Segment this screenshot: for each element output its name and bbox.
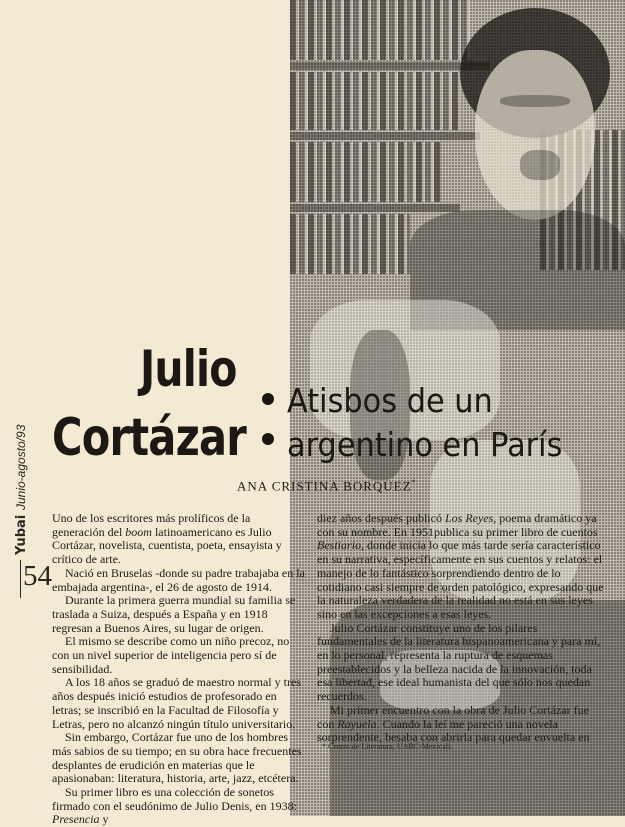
article-column-right [317, 512, 607, 745]
paragraph [52, 676, 305, 731]
paragraph [317, 622, 607, 704]
paragraph-text: El mismo se describe como un niño precoz, no con un nivel superior de inteligencia pero sí de sensibilidad. [52, 634, 290, 676]
paragraph-text: latinoamericano es Julio Cortázar, novelista, cuentista, poeta, ensayista y crítico de arte. [52, 524, 282, 567]
paragraph-text: y [99, 812, 109, 827]
paragraph [52, 512, 305, 567]
paragraph-text: . Cuando la leí me pareció una novela sorprendente, besaba con abrirla para quedar envuelta en [317, 716, 590, 745]
paragraph [317, 512, 607, 622]
paragraph-text: Uno de los escritores más prolíficos de la generación del [52, 511, 251, 539]
author-footnote-mark: * [411, 478, 417, 487]
paragraph [317, 704, 607, 745]
paragraph [52, 786, 305, 827]
italic-title: Rayuela [337, 716, 377, 731]
paragraph-text: , donde inicia lo que más tarde sería característico en su narrativa, específicamente en sus cuentos y relatos: el manejo de lo fantástico sorprendiendo dentro de lo cotidiano casi siempre de orden patológico, expresando que la naturaleza verdadera de la realidad no está en sus leyes sino en las excepciones a esas leyes. [317, 538, 604, 621]
author-byline [237, 478, 417, 494]
issue-date: Junio-agosto/93 [14, 424, 28, 510]
magazine-name: Yubai [14, 514, 29, 555]
paragraph-text: Durante la primera guerra mundial su familia se traslada a Suiza, después a España y en 1918 regresan a Buenos Aires, su lugar de origen. [52, 593, 296, 635]
paragraph-text: Nació en Bruselas -donde su padre trabajaba en la embajada argentina-, el 26 de agosto de 1914. [52, 565, 305, 594]
title-bullet-1 [262, 393, 274, 405]
article-column-left [52, 512, 305, 827]
paragraph [52, 567, 305, 594]
paragraph-text: Su primer libro es una colección de sonetos firmado con el seudónimo de Julio Denis, en 1938: [52, 785, 297, 813]
paragraph-text: Julio Cortázar constituye uno de los pilares fundamentales de la literatura hispanoamericana y para mí, en lo personal, representa la ruptura de esquemas preestablecidos y la belleza nacida de la innovación, toda esa libertad, ese ideal humanista del que sólo nos quedan recuerdos. [317, 620, 601, 704]
italic-title: Bestiario [317, 538, 361, 553]
page-number: 54 [23, 560, 52, 592]
paragraph [52, 635, 305, 676]
paragraph-text: , poema dramático ya con su nombre. En 1951publica su primer libro de cuentos [317, 511, 598, 539]
page-number-rule [20, 560, 21, 598]
italic-title: Presencia [52, 812, 100, 827]
paragraph-text: diez años después publicó [317, 511, 445, 525]
paragraph [52, 594, 305, 635]
title-bullet-2 [262, 433, 274, 445]
paragraph [52, 731, 305, 786]
paragraph-text: A los 18 años se graduó de maestro normal y tres años después inició estudios de profesorado en letras; se inscribió en la Facultad de Filosofía y Letras, pero no alcanzó ningún título universitario. [52, 675, 301, 731]
footnote: * Centro de Literatura, UABC-Mexicali. [322, 742, 453, 751]
italic-title: boom [125, 524, 152, 539]
title-line-2: Cortázar [52, 408, 246, 468]
author-name: ANA CRISTINA BORQUEZ [237, 478, 412, 494]
subtitle-line-1: Atisbos de un [287, 381, 493, 420]
title-line-1: Julio [140, 340, 237, 398]
subtitle-line-2: argentino en París [287, 425, 563, 464]
paragraph-text: Sin embargo, Cortázar fue uno de los hombres más sabios de su tiempo; en su obra hace frecuentes desplantes de erudición en materias que le apasionaban: literatura, historia, arte, jazz, etcétera. [52, 730, 302, 786]
paragraph-text: Mi primer encuentro con la obra de Julio Cortázar fue con [317, 702, 589, 731]
italic-title: Los Reyes [444, 511, 494, 525]
